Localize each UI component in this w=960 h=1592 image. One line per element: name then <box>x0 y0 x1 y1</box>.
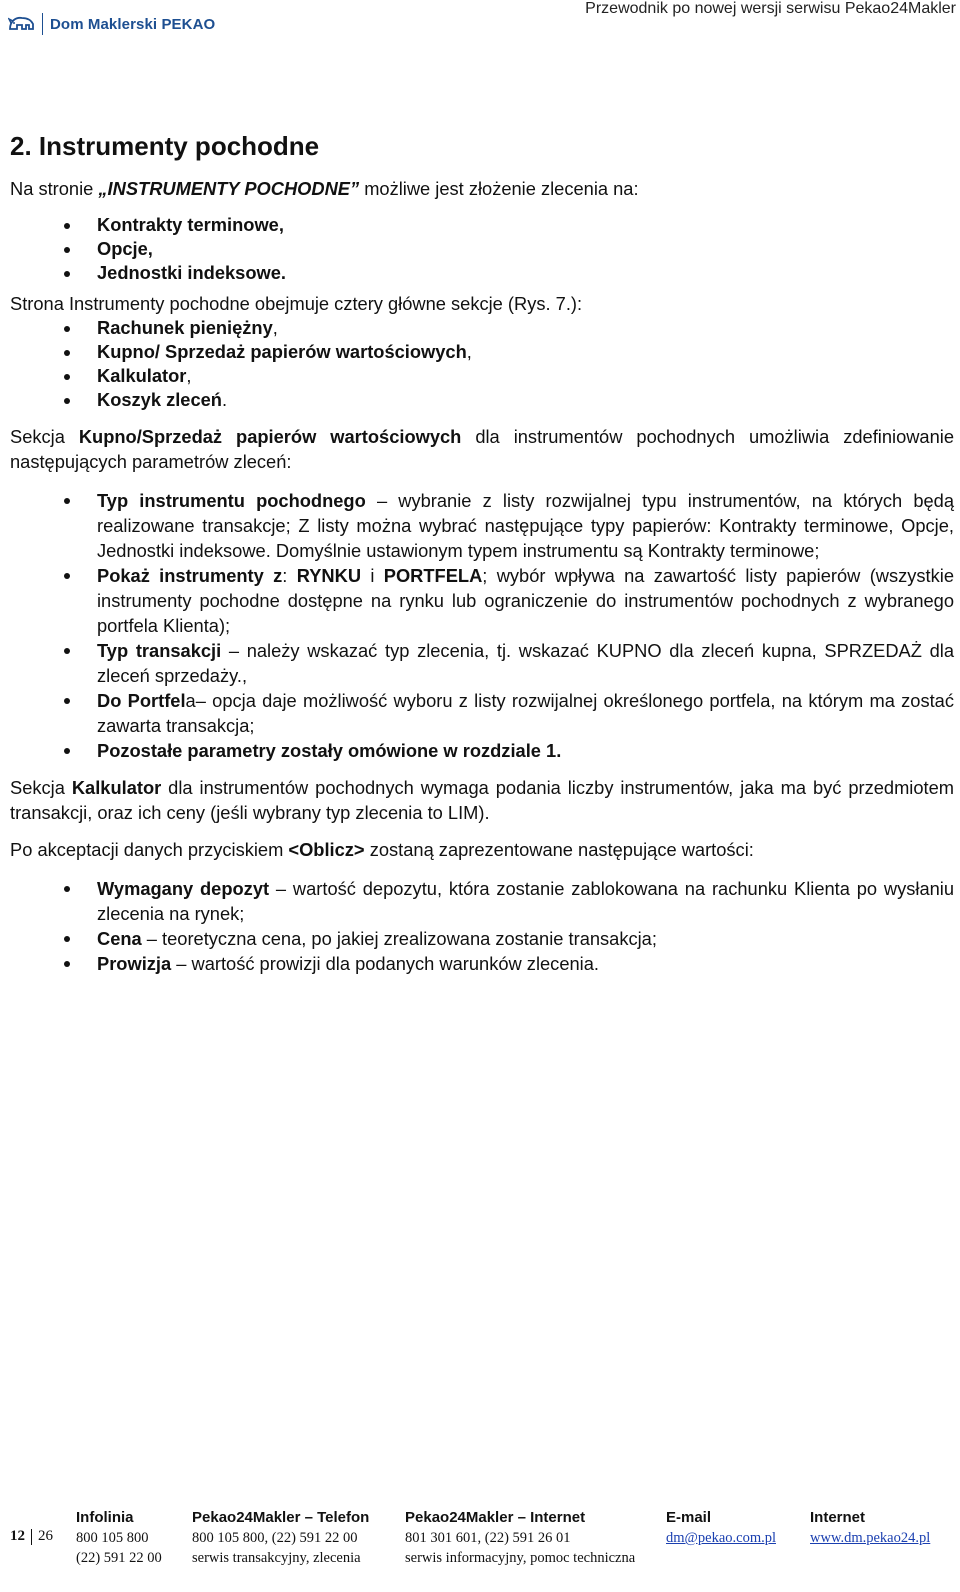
intro-emphasis: „INSTRUMENTY POCHODNE” <box>98 178 360 199</box>
item-rest: – wartość prowizji dla podanych warunków zlecenia. <box>171 953 599 974</box>
page-total: 26 <box>38 1528 53 1544</box>
item-bold: Do Portfel <box>97 690 186 711</box>
intro-text-after: możliwe jest złożenie zlecenia na: <box>359 178 639 199</box>
list-item <box>10 738 954 763</box>
page-number-divider <box>31 1529 32 1545</box>
results-list <box>10 876 954 976</box>
intro-text-before: Na stronie <box>10 178 99 199</box>
item-rest: – wartość depozytu, która zostanie zablokowana na rachunku Klienta po wysłaniu zlecenia na rynek; <box>97 878 955 924</box>
list-item <box>10 364 954 388</box>
sections-list <box>10 316 954 412</box>
footer-col-line: serwis informacyjny, pomoc techniczna <box>405 1550 636 1566</box>
item-bold: Kalkulator <box>97 365 187 386</box>
item-bold: Pokaż instrumenty z <box>97 565 283 586</box>
brand-logo <box>8 13 215 35</box>
pekao-bison-logo-icon <box>8 13 36 35</box>
list-item: Opcje, <box>10 237 954 261</box>
item-bold: Rachunek pieniężny <box>97 317 273 338</box>
item-bold: Typ transakcji <box>97 640 222 661</box>
item-bold: Koszyk zleceń <box>97 389 222 410</box>
text: dla instrumentów pochodnych wymaga podania liczby instrumentów, jaka ma być przedmiotem transakcji, oraz ich ceny (jeśli wybrany typ zlecenia to LIM). <box>10 777 955 823</box>
page-number <box>10 1528 53 1545</box>
list-item <box>10 876 954 926</box>
list-item <box>10 340 954 364</box>
text: dla instrumentów pochodnych umożliwia zdefiniowanie następujących parametrów zleceń: <box>10 426 954 472</box>
item-rest: i <box>361 565 384 586</box>
item-rest: – teoretyczna cena, po jakiej zrealizowana zostanie transakcja; <box>141 928 657 949</box>
intro-paragraph <box>10 176 954 201</box>
footer-col-line: (22) 591 22 00 <box>76 1550 162 1566</box>
list-item <box>10 951 954 976</box>
footer-col-internet-service <box>405 1508 635 1568</box>
item-rest: – należy wskazać typ zlecenia, tj. wskazać KUPNO dla zleceń kupna, SPRZEDAŻ dla zleceń sprzedaży., <box>97 640 954 686</box>
section-heading: 2. Instrumenty pochodne <box>10 131 320 161</box>
item-rest: , <box>272 317 278 338</box>
item-rest: – wybranie z listy rozwijalnej typu instrumentów, na których będą realizowane transakcje; Z listy można wybrać następujące typy papierów: Kontrakty terminowe, Opcje, Jednostki indeksowe. Domyślnie ustawionym typem instrumentu są Kontrakty terminowe; <box>97 490 954 561</box>
text: Sekcja <box>10 777 72 798</box>
footer-col-email <box>666 1508 776 1548</box>
logo-separator <box>42 13 43 35</box>
accept-paragraph <box>10 837 954 862</box>
email-link[interactable]: dm@pekao.com.pl <box>666 1530 776 1546</box>
item-bold: RYNKU <box>296 565 362 586</box>
text-bold: Kupno/Sprzedaż papierów wartościowych <box>78 426 462 447</box>
item-bold: Prowizja <box>97 953 172 974</box>
logo-text: Dom Maklerski PEKAO <box>50 15 216 33</box>
calculator-paragraph <box>10 775 954 825</box>
page-footer <box>10 1508 954 1592</box>
list-item <box>10 316 954 340</box>
page-current: 12 <box>10 1528 25 1544</box>
footer-col-head: Internet <box>810 1509 866 1526</box>
footer-col-internet <box>810 1508 930 1548</box>
item-rest: , <box>186 365 192 386</box>
sections-intro: Strona Instrumenty pochodne obejmuje cztery główne sekcje (Rys. 7.): <box>10 293 583 314</box>
list-item: Jednostki indeksowe. <box>10 261 954 285</box>
item-bold: PORTFELA <box>383 565 483 586</box>
item-rest: : <box>282 565 297 586</box>
item-rest: a– opcja daje możliwość wyboru z listy rozwijalnej określonego portfela, na którym ma zostać zawarta transakcja; <box>97 690 954 736</box>
text-bold: Kalkulator <box>71 777 162 798</box>
list-item <box>10 688 954 738</box>
document-body <box>10 128 954 976</box>
footer-col-line: serwis transakcyjny, zlecenia <box>192 1550 361 1566</box>
item-bold: Typ instrumentu pochodnego <box>97 490 366 511</box>
list-item <box>10 563 954 638</box>
text: Po akceptacji danych przyciskiem <box>10 839 289 860</box>
footer-col-head: E-mail <box>666 1509 712 1526</box>
footer-col-head: Pekao24Makler – Internet <box>405 1509 586 1526</box>
text: zostaną zaprezentowane następujące wartości: <box>364 839 754 860</box>
footer-col-telefon <box>192 1508 369 1568</box>
item-bold: Cena <box>97 928 142 949</box>
list-item: Kontrakty terminowe, <box>10 213 954 237</box>
text-bold: <Oblicz> <box>288 839 365 860</box>
footer-col-head: Infolinia <box>76 1509 134 1526</box>
item-rest: . <box>221 389 228 410</box>
item-bold: Pozostałe parametry zostały omówione w rozdziale 1. <box>97 740 562 761</box>
page-header <box>0 0 960 44</box>
item-bold: Kupno/ Sprzedaż papierów wartościowych <box>97 341 467 362</box>
instrument-list <box>10 213 954 285</box>
website-link[interactable]: www.dm.pekao24.pl <box>810 1530 931 1546</box>
document-title: Przewodnik po nowej wersji serwisu Pekao24Makler <box>585 0 956 17</box>
buysell-paragraph <box>10 424 954 474</box>
list-item <box>10 488 954 563</box>
footer-col-line: 800 105 800, (22) 591 22 00 <box>192 1530 358 1546</box>
list-item <box>10 638 954 688</box>
item-rest: ; wybór wpływa na zawartość listy papierów (wszystkie instrumenty pochodne dostępne na rynku lub ograniczenie do instrumentów pochodnych z wybranego portfela Klienta); <box>97 565 954 636</box>
text: Sekcja <box>10 426 79 447</box>
footer-col-head: Pekao24Makler – Telefon <box>192 1509 370 1526</box>
footer-col-line: 800 105 800 <box>76 1530 149 1546</box>
footer-col-line: 801 301 601, (22) 591 26 01 <box>405 1530 571 1546</box>
footer-col-infolinia <box>76 1508 162 1568</box>
list-item <box>10 926 954 951</box>
item-rest: , <box>466 341 472 362</box>
params-list <box>10 488 954 763</box>
list-item <box>10 388 954 412</box>
item-bold: Wymagany depozyt <box>97 878 270 899</box>
